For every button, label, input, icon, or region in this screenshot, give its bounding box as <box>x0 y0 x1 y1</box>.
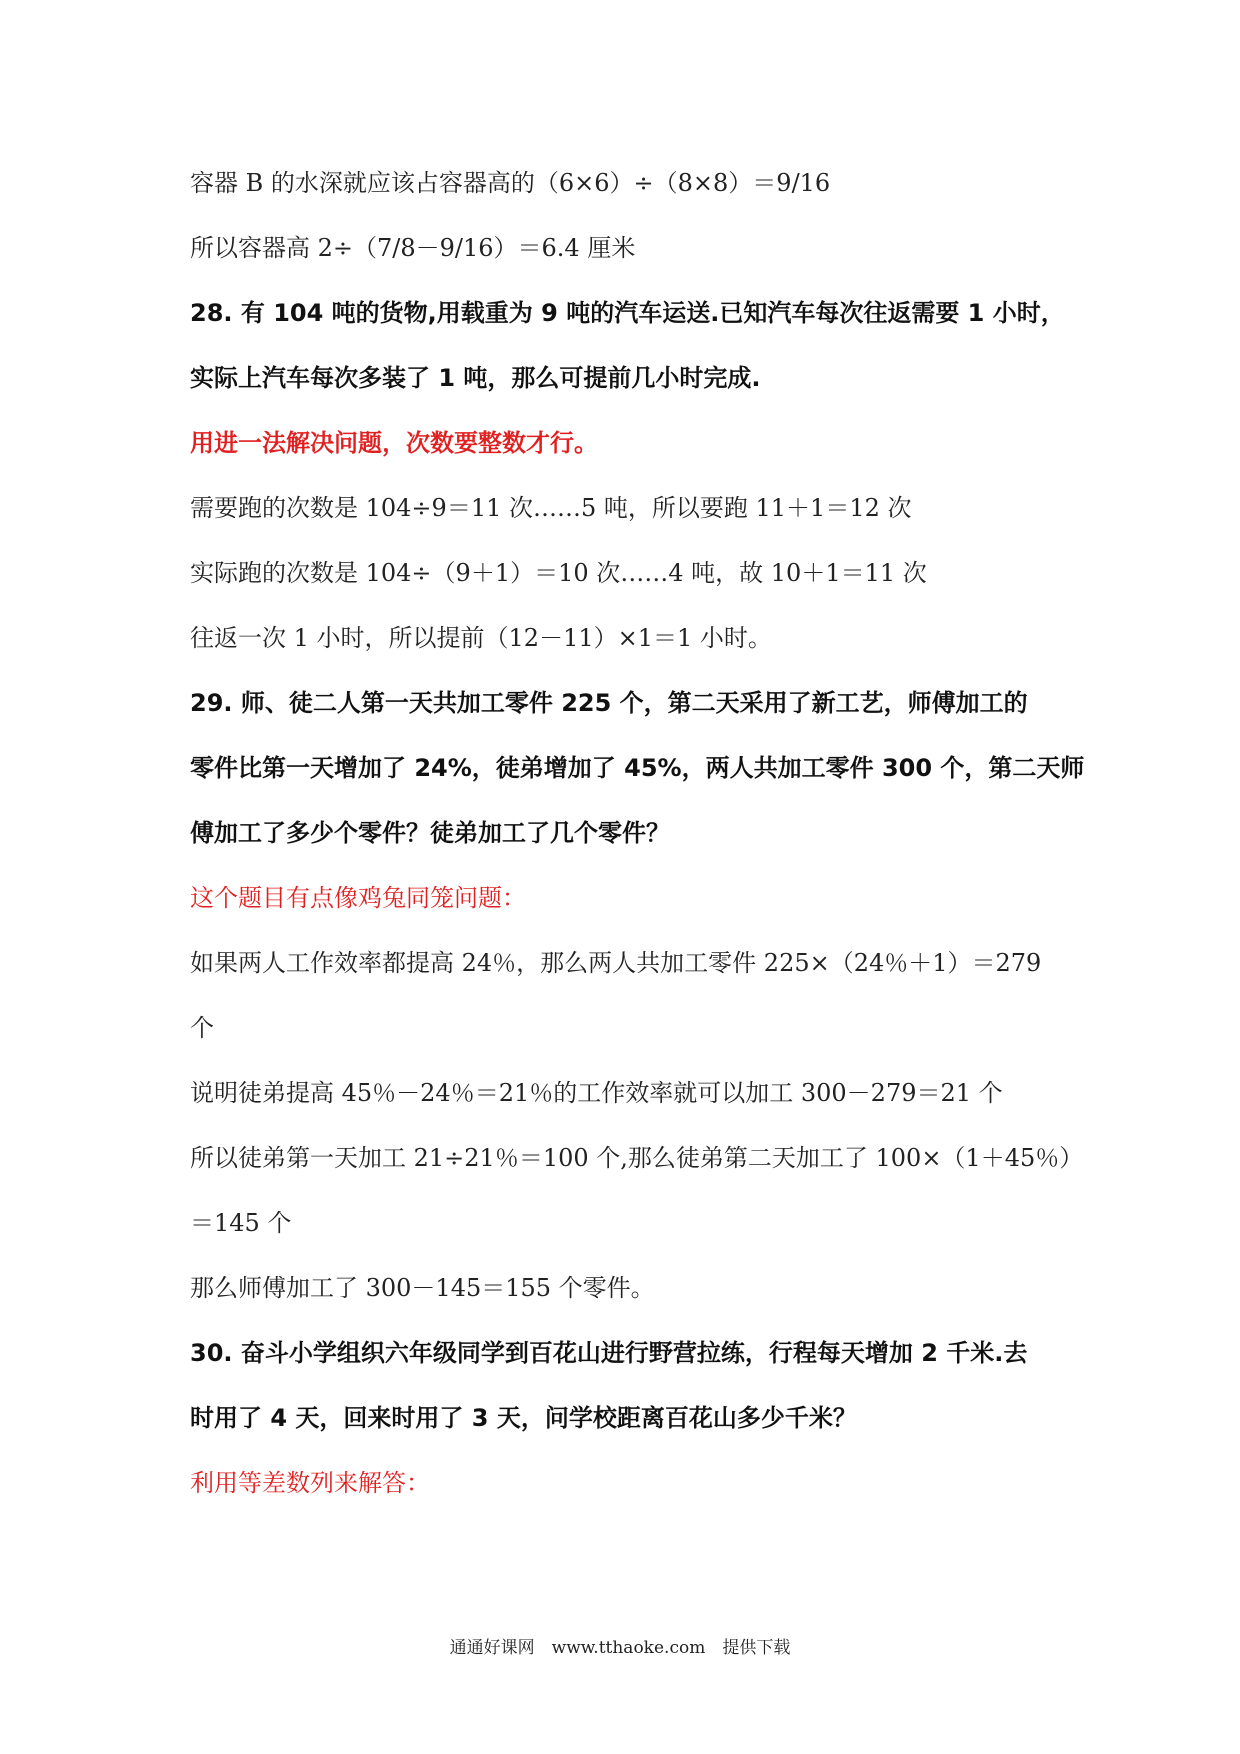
question-29-line-1: 29. 师、徒二人第一天共加工零件 225 个，第二天采用了新工艺，师傅加工的 <box>190 689 1028 717</box>
hint-text: 用进一法解决问题，次数要整数才行。 <box>190 429 598 457</box>
question-30-line-2: 时用了 4 天，回来时用了 3 天，问学校距离百花山多少千米？ <box>190 1404 857 1432</box>
question-30-line-1: 30. 奋斗小学组织六年级同学到百花山进行野营拉练，行程每天增加 2 千米.去 <box>190 1339 1028 1367</box>
text-line: 实际跑的次数是 104÷（9＋1）＝10 次……4 吨，故 10＋1＝11 次 <box>190 559 927 587</box>
text-line: 容器 B 的水深就应该占容器高的（6×6）÷（8×8）＝9/16 <box>190 169 831 197</box>
text-line: 个 <box>190 1014 214 1042</box>
hint-text: 利用等差数列来解答： <box>190 1469 430 1497</box>
question-28-line-2: 实际上汽车每次多装了 1 吨，那么可提前几小时完成. <box>190 364 761 392</box>
text-line: 如果两人工作效率都提高 24％，那么两人共加工零件 225×（24％＋1）＝279 <box>190 949 1042 977</box>
text-line: 往返一次 1 小时，所以提前（12－11）×1＝1 小时。 <box>190 624 772 652</box>
text-line: 所以徒弟第一天加工 21÷21％＝100 个,那么徒弟第二天加工了 100×（1＋45％） <box>190 1144 1084 1172</box>
question-28-line-1: 28. 有 104 吨的货物,用载重为 9 吨的汽车运送.已知汽车每次往返需要 1 小时， <box>190 299 1065 327</box>
question-29-line-3: 傅加工了多少个零件？徒弟加工了几个零件？ <box>190 819 670 847</box>
text-line: 那么师傅加工了 300－145＝155 个零件。 <box>190 1274 655 1302</box>
page-footer: 通通好课网 www.tthaoke.com 提供下载 <box>449 1638 791 1658</box>
question-29-line-2: 零件比第一天增加了 24%，徒弟增加了 45%，两人共加工零件 300 个，第二天师 <box>190 754 1085 782</box>
hint-text: 这个题目有点像鸡兔同笼问题： <box>190 884 526 912</box>
text-line: 需要跑的次数是 104÷9＝11 次……5 吨，所以要跑 11＋1＝12 次 <box>190 494 912 522</box>
text-line: ＝145 个 <box>190 1209 292 1237</box>
text-line: 所以容器高 2÷（7/8－9/16）＝6.4 厘米 <box>190 234 636 262</box>
text-line: 说明徒弟提高 45％－24％＝21％的工作效率就可以加工 300－279＝21 个 <box>190 1079 1003 1107</box>
